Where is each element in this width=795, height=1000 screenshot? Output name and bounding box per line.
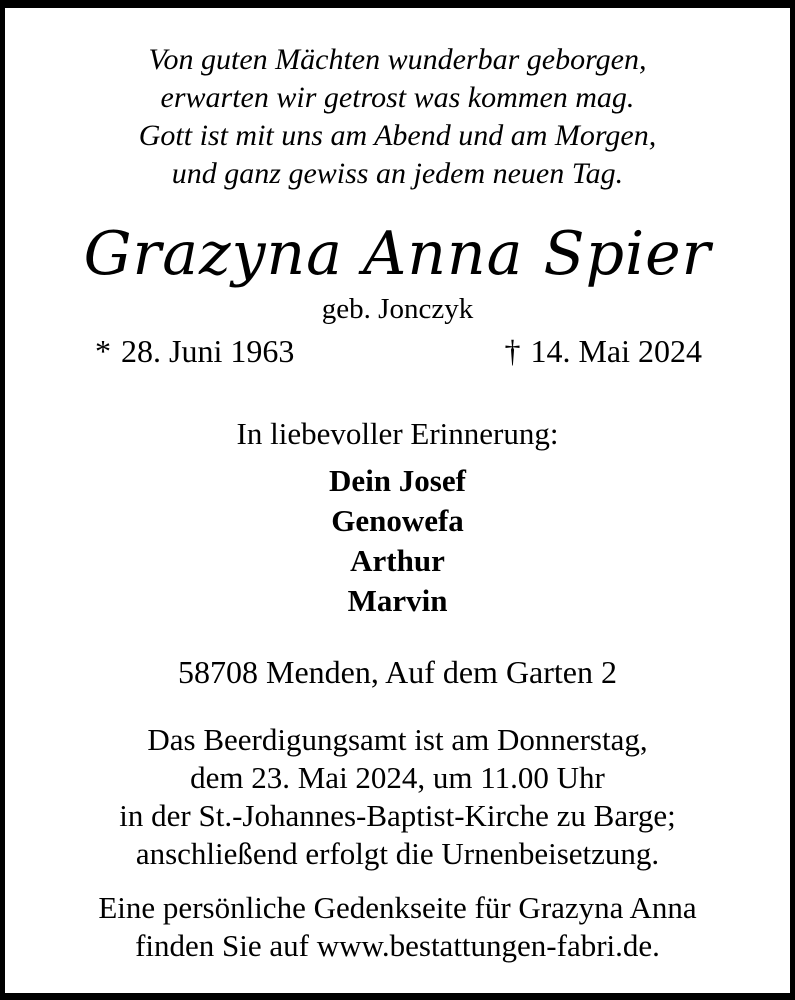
birth-star-symbol: *	[95, 333, 111, 369]
birth-date-text: 28. Juni 1963	[121, 333, 295, 369]
memorial-page-info	[5, 889, 790, 965]
mourner-name: Genowefa	[331, 503, 464, 538]
memorial-page-line: Eine persönliche Gedenkseite für Grazyna Anna	[98, 890, 697, 925]
mourner-name: Arthur	[350, 543, 445, 578]
service-line: in der St.-Johannes-Baptist-Kirche zu Barge;	[119, 798, 676, 833]
mourner-name: Marvin	[347, 583, 448, 618]
poem-line: Von guten Mächten wunderbar geborgen,	[148, 43, 647, 76]
death-date-text: 14. Mai 2024	[530, 333, 702, 369]
funeral-service-info	[5, 721, 790, 873]
mourner-names	[5, 461, 790, 621]
birth-date	[95, 331, 294, 371]
poem-line: Gott ist mit uns am Abend und am Morgen,	[138, 119, 657, 152]
mourner-name: Dein Josef	[329, 463, 466, 498]
death-date	[504, 331, 702, 371]
memorial-intro: In liebevoller Erinnerung:	[236, 416, 559, 451]
life-dates-row	[5, 331, 790, 371]
service-line: Das Beerdigungsamt ist am Donnerstag,	[147, 722, 648, 757]
address-line: 58708 Menden, Auf dem Garten 2	[177, 654, 617, 690]
opening-poem	[5, 41, 790, 193]
service-line: dem 23. Mai 2024, um 11.00 Uhr	[190, 760, 605, 795]
poem-line: erwarten wir getrost was kommen mag.	[160, 81, 635, 114]
memorial-website-line: finden Sie auf www.bestattungen-fabri.de.	[135, 928, 660, 963]
service-line: anschließend erfolgt die Urnenbeisetzung.	[135, 836, 660, 871]
death-cross-symbol: †	[504, 333, 521, 369]
poem-line: und ganz gewiss an jedem neuen Tag.	[171, 157, 624, 190]
deceased-name: Grazyna Anna Spier	[83, 219, 712, 289]
maiden-name: geb. Jonczyk	[321, 293, 474, 325]
